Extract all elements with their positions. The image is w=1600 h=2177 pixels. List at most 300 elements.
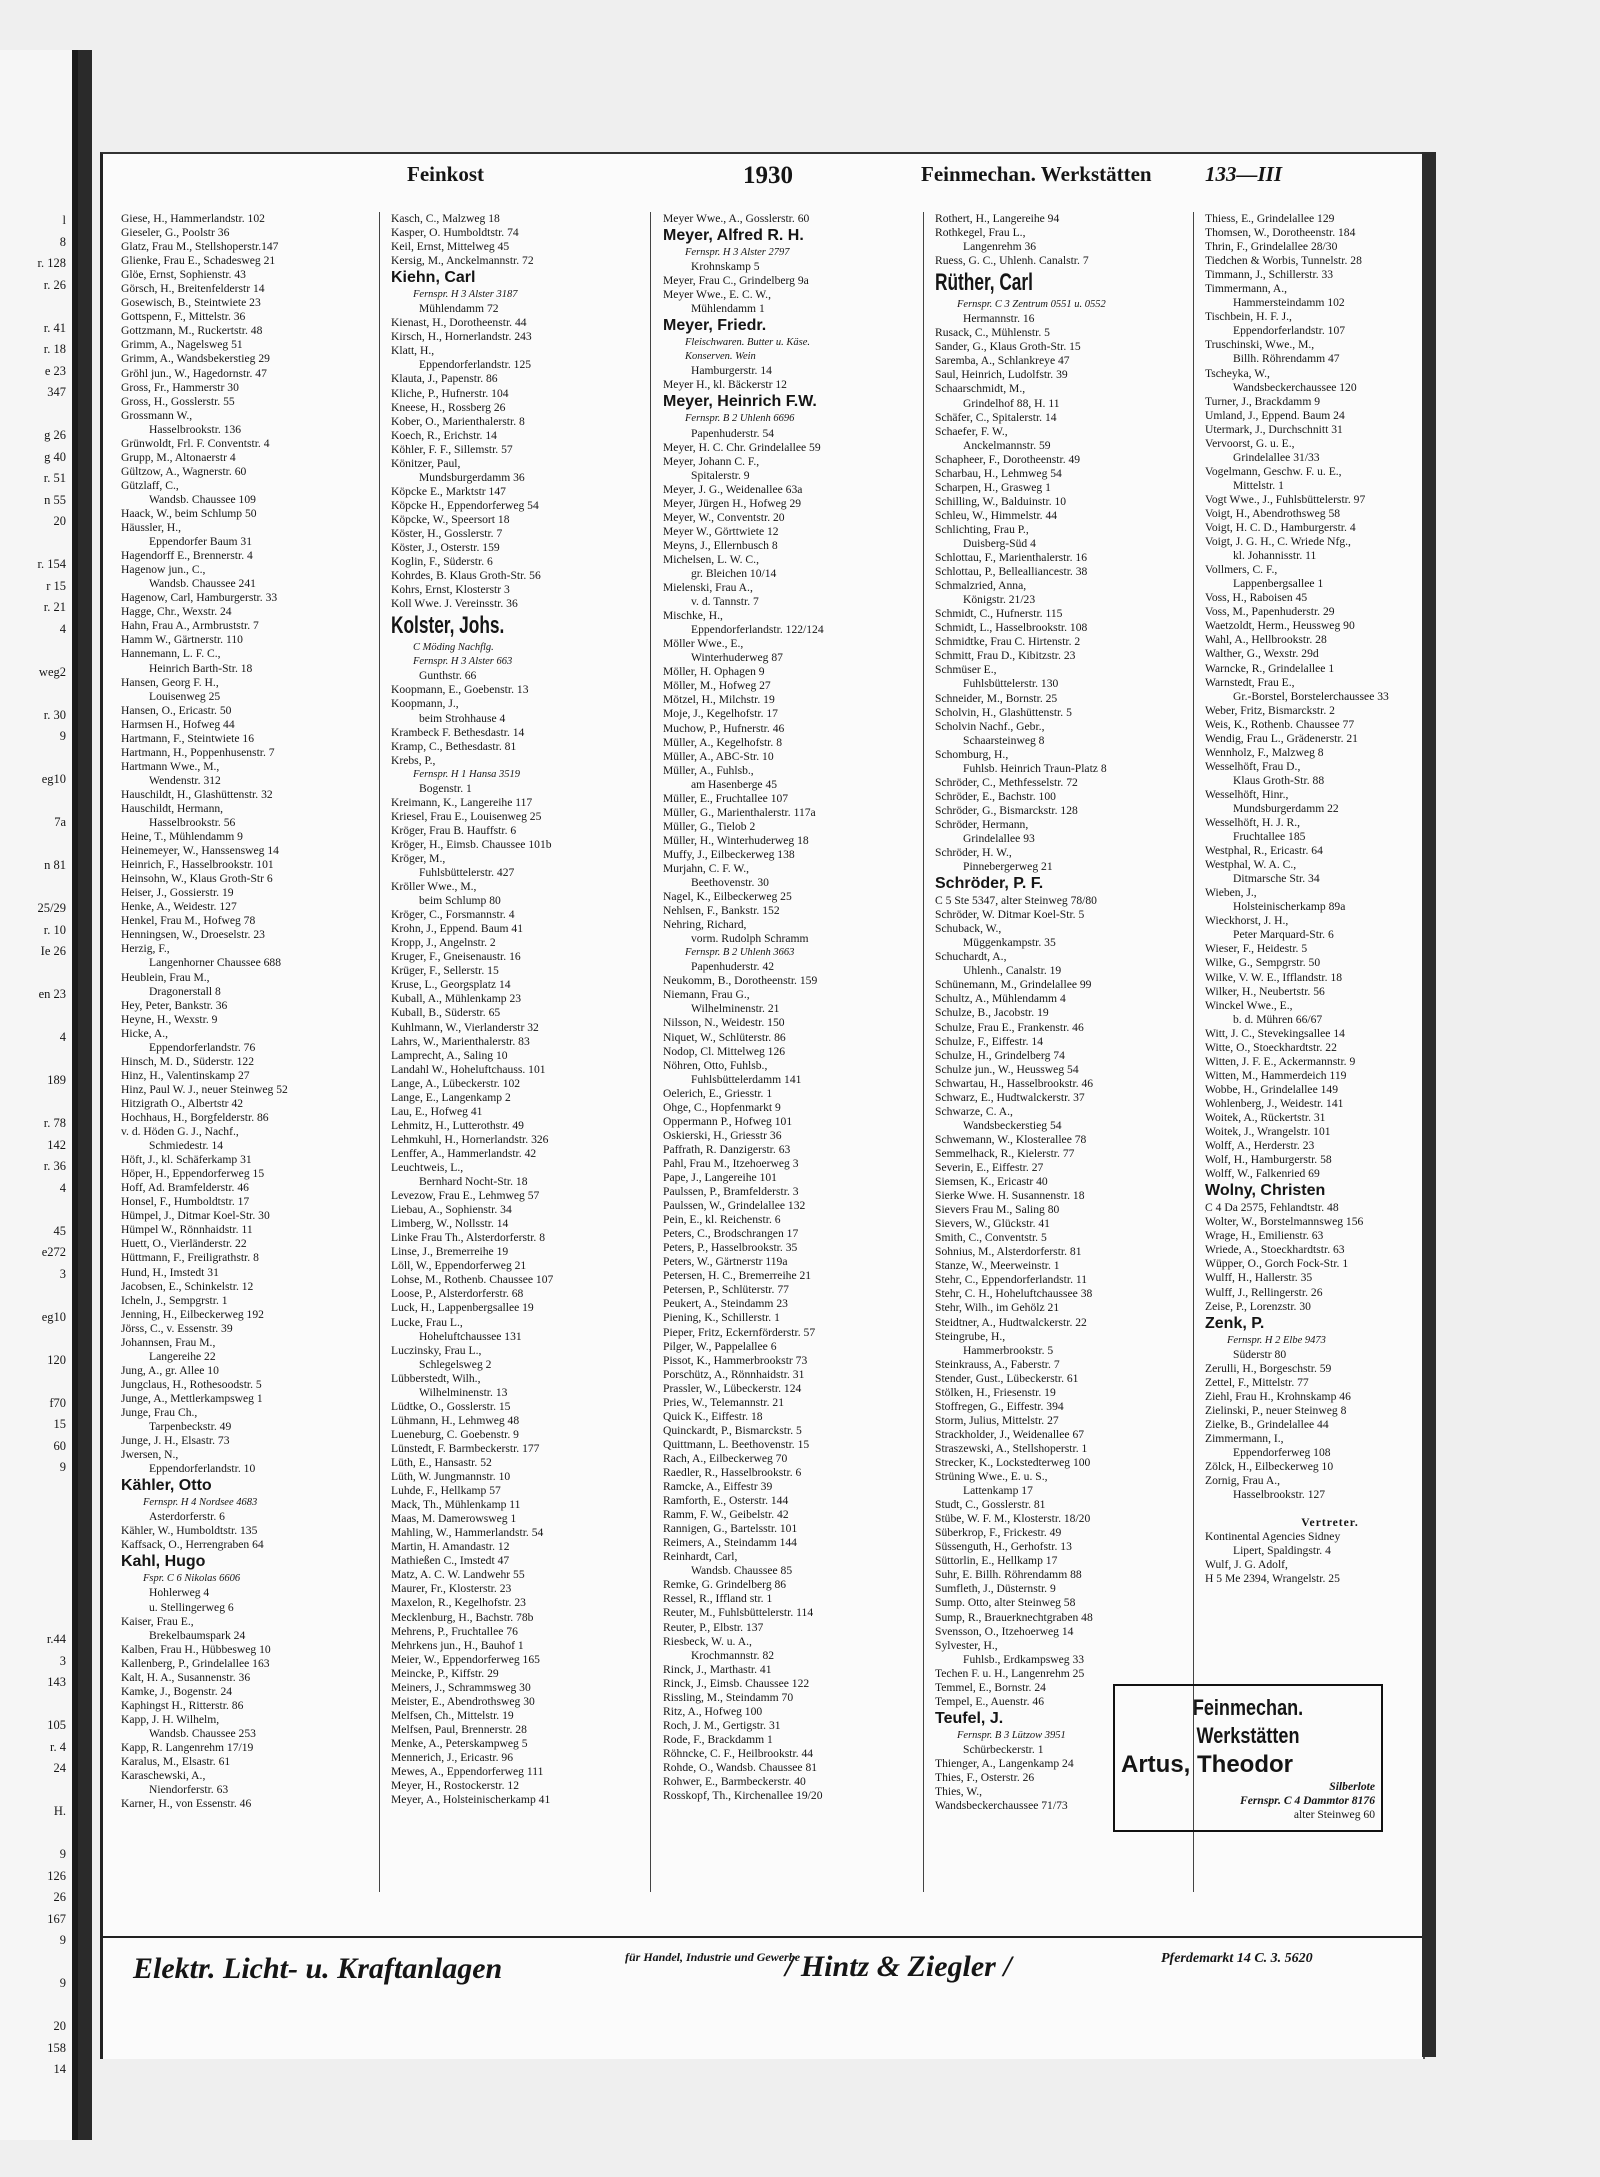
listing-entry: Ditmarsche Str. 34 (1233, 872, 1320, 886)
listing-entry: Hasselbrookstr. 56 (149, 816, 236, 830)
listing-entry: Zerulli, H., Borgeschstr. 59 (1205, 1361, 1332, 1375)
listing-entry: Görsch, H., Breitenfelderstr 14 (121, 282, 265, 296)
listing-entry: Mielenski, Frau A., (663, 581, 753, 595)
listing-entry: Fruchtallee 185 (1233, 830, 1306, 844)
listing-entry: Lattenkamp 17 (963, 1484, 1033, 1498)
listing-entry: Wieser, F., Heidestr. 5 (1205, 942, 1308, 956)
listing-entry: Voigt, H. C. D., Hamburgerstr. 4 (1205, 521, 1356, 535)
listing-entry: Gottzmann, M., Ruckertstr. 48 (121, 324, 263, 338)
listing-entry: Semmelhack, R., Kielerstr. 77 (935, 1146, 1075, 1160)
listing-entry: Sump. Otto, alter Steinweg 58 (935, 1596, 1076, 1610)
previous-page-text: l 8 r. 128 r. 26 r. 41 r. 18 e 23 347 g 26 g 40 r. 51 n 55 20 r. 154 r 15 r. 21 4 weg2 r. 30 9 eg10 7a n 81 25/29 r. 10 Ie 26 en 23 4 189 r. 78 142 r. 36 4 45 e272 3 eg10 120 f70 15 60 9 r.44 3 143 105 r. 4 24 H. 9 126 26 167 9 9 20 158 14 (37, 213, 66, 2076)
listing-entry: Meyer H., kl. Bäckerstr 12 (663, 378, 787, 392)
listing-entry: Schneider, M., Bornstr. 25 (935, 691, 1058, 705)
listing-entry: Mewes, A., Eppendorferweg 111 (391, 1765, 544, 1779)
listing-entry: Stoffregen, G., Eiffestr. 394 (935, 1399, 1064, 1413)
listing-entry: Gross, Fr., Hammerstr 30 (121, 380, 239, 394)
listing-entry: Hitzigrath O., Albertstr 42 (121, 1096, 244, 1110)
listing-entry: Fuhlsb. Heinrich Traun-Platz 8 (963, 761, 1107, 775)
listing-entry: Heine, T., Mühlendamm 9 (121, 830, 243, 844)
listing-entry: Witte, O., Stoeckhardtstr. 22 (1205, 1040, 1337, 1054)
listing-entry: Kasper, O. Humboldtstr. 74 (391, 226, 519, 240)
listing-entry: Hauschildt, H., Glashüttenstr. 32 (121, 787, 273, 801)
listing-entry: Meier, W., Eppendorferweg 165 (391, 1652, 540, 1666)
listing-entry: Kienast, H., Dorotheenstr. 44 (391, 316, 527, 330)
listing-entry: Ramforth, E., Osterstr. 144 (663, 1494, 789, 1508)
listing-entry: Reuter, M., Fuhlsbüttelerstr. 114 (663, 1606, 814, 1620)
listing-entry: Hohlerweg 4 (149, 1586, 210, 1600)
listing-entry: Süssenguth, H., Gerhofstr. 13 (935, 1540, 1072, 1554)
listing-entry: Sumfleth, J., Düsternstr. 9 (935, 1582, 1056, 1596)
listing-entry: Grupp, M., Altonaerstr 4 (121, 450, 236, 464)
listing-entry: Hoff, Ad. Bramfelderstr. 46 (121, 1181, 249, 1195)
listing-entry: Schwartau, H., Hasselbrookstr. 46 (935, 1076, 1094, 1090)
listing-entry: Pinnebergerweg 21 (963, 860, 1053, 874)
listing-entry: Kreimann, K., Langereihe 117 (391, 795, 533, 809)
listing-entry: Kriesel, Frau E., Louisenweg 25 (391, 809, 542, 823)
listing-entry: Mundsburgerdamm 36 (419, 470, 525, 484)
advert-phone: Fernspr. C 4 Dammtor 8176 (1240, 1794, 1375, 1807)
listing-entry: Peters, W., Gärtnerstr 119a (663, 1255, 788, 1269)
listing-entry: Schuchardt, A., (935, 950, 1007, 964)
listing-entry: Heiser, J., Gossierstr. 19 (121, 886, 234, 900)
listing-entry: Zimmermann, I., (1205, 1431, 1284, 1445)
listing-firm-name: Meyer, Alfred R. H. (663, 227, 804, 245)
listing-entry: Hümpel W., Rönnhaidstr. 11 (121, 1223, 253, 1237)
listing-entry: Melfsen, Paul, Brennerstr. 28 (391, 1722, 527, 1736)
listing-entry: Brekelbaumspark 24 (149, 1628, 246, 1642)
listing-entry: kl. Johannisstr. 11 (1233, 549, 1317, 563)
listing-entry: Hauschildt, Hermann, (121, 801, 224, 815)
listing-phone: Fernspr. B 3 Lützow 3951 (957, 1729, 1066, 1741)
listing-entry: Lehmkuhl, H., Hornerlandstr. 326 (391, 1132, 549, 1146)
listing-entry: Wrage, H., Emilienstr. 63 (1205, 1229, 1324, 1243)
listing-entry: Timmann, J., Schillerstr. 33 (1205, 268, 1334, 282)
listing-entry: Glienke, Frau E., Schadesweg 21 (121, 254, 276, 268)
listing-entry: Nilsson, N., Weidestr. 150 (663, 1016, 785, 1030)
listing-entry: Ramcke, A., Eiffestr 39 (663, 1480, 773, 1494)
listing-entry: Vogt Wwe., J., Fuhlsbüttelerstr. 97 (1205, 492, 1366, 506)
listing-entry: Ruess, G. C., Uhlenh. Canalstr. 7 (935, 254, 1089, 268)
listing-entry: Porschütz, A., Rönnhaidstr. 31 (663, 1367, 805, 1381)
listing-entry: Gröhl jun., W., Hagedornstr. 47 (121, 366, 267, 380)
listing-entry: Hicke, A., (121, 1026, 169, 1040)
listing-entry: Gützlaff, C., (121, 478, 179, 492)
listing-entry: Kneese, H., Rossberg 26 (391, 400, 506, 414)
listing-entry: Wolf, H., Hamburgerstr. 58 (1205, 1153, 1332, 1167)
listing-entry: Reinhardt, Carl, (663, 1550, 738, 1564)
listing-entry: Sump, R., Brauerknechtgraben 48 (935, 1610, 1093, 1624)
listing-firm-name: Wolny, Christen (1205, 1182, 1326, 1200)
book-gutter (78, 50, 92, 2140)
listing-entry: Quinckardt, P., Bismarckstr. 5 (663, 1423, 802, 1437)
listing-entry: Wilhelminenstr. 13 (419, 1385, 508, 1399)
listing-entry: Lehmitz, H., Lutterothstr. 49 (391, 1118, 524, 1132)
listing-entry: Heinrich Barth-Str. 18 (149, 661, 253, 675)
listing-phone: Fernspr. C 3 Zentrum 0551 u. 0552 (957, 299, 1106, 311)
listing-entry: Bogenstr. 1 (419, 781, 472, 795)
listing-entry: Woitek, J., Wrangelstr. 101 (1205, 1125, 1331, 1139)
listing-entry: Kröger, C., Forsmannstr. 4 (391, 908, 515, 922)
listing-entry: Hartmann Wwe., M., (121, 759, 220, 773)
listing-entry (1205, 1502, 1455, 1516)
listing-entry: Petersen, P., Schlüterstr. 77 (663, 1283, 789, 1297)
listing-entry: Sievers, W., Glückstr. 41 (935, 1217, 1050, 1231)
listing-entry: Billh. Röhrendamm 47 (1233, 352, 1340, 366)
listing-entry: Oppermann P., Hofweg 101 (663, 1114, 793, 1128)
listing-entry: Herzig, F., (121, 942, 170, 956)
listing-entry: Rinck, J., Eimsb. Chaussee 122 (663, 1676, 810, 1690)
directory-column-4 (935, 212, 1185, 1813)
listing-entry: Wesselhöft, Frau D., (1205, 759, 1301, 773)
listing-entry: Junge, Frau Ch., (121, 1405, 198, 1419)
listing-entry: Steingrube, H., (935, 1329, 1006, 1343)
listing-entry: vorm. Rudolph Schramm (691, 932, 809, 946)
listing-entry: Koll Wwe. J. Vereinsstr. 36 (391, 597, 518, 611)
listing-phone: C Möding Nachflg. (413, 642, 494, 654)
listing-entry: Hartmann, F., Steintwiete 16 (121, 731, 255, 745)
listing-entry: Truschinski, Wwe., M., (1205, 338, 1315, 352)
listing-entry: Mack, Th., Mühlenkamp 11 (391, 1498, 521, 1512)
listing-entry: Jung, A., gr. Allee 10 (121, 1363, 219, 1377)
listing-entry: Schwemann, W., Klosterallee 78 (935, 1132, 1087, 1146)
listing-entry: Kasch, C., Malzweg 18 (391, 212, 500, 225)
advert-title-1: Feinmechan. (1192, 1695, 1304, 1720)
listing-entry: Asterdorferstr. 6 (149, 1510, 225, 1524)
listing-entry: Kapp, R. Langenrehm 17/19 (121, 1740, 254, 1754)
listing-entry: Severin, E., Eiffestr. 27 (935, 1161, 1044, 1174)
listing-entry: Mehrkens jun., H., Bauhof 1 (391, 1638, 524, 1652)
listing-entry: Walther, G., Wexstr. 29d (1205, 647, 1319, 661)
listing-entry: Ritz, A., Hofweg 100 (663, 1704, 763, 1718)
listing-entry: Thies, W., (935, 1785, 983, 1799)
listing-entry: Meyer, A., Holsteinischerkamp 41 (391, 1793, 551, 1807)
listing-entry: Häussler, H., (121, 521, 182, 535)
listing-entry: Schäfer, C., Spitalerstr. 14 (935, 410, 1057, 424)
listing-entry: Schuback, W., (935, 922, 1002, 936)
listing-entry: Luck, H., Lappenbergsallee 19 (391, 1301, 534, 1315)
listing-entry: Eppendorfer Baum 31 (149, 535, 253, 549)
listing-entry: Papenhuderstr. 54 (691, 426, 775, 440)
listing-entry: Schultz, A., Mühlendamm 4 (935, 992, 1066, 1006)
listing-entry: Schulze, F., Eiffestr. 14 (935, 1034, 1044, 1048)
listing-firm-name: Meyer, Friedr. (663, 317, 767, 335)
column-rule (650, 212, 651, 1892)
listing-entry: Martin, H. Amandastr. 12 (391, 1540, 510, 1554)
listing-entry: Hamburgerstr. 14 (691, 364, 772, 378)
listing-entry: Liebau, A., Sophienstr. 34 (391, 1203, 512, 1217)
listing-firm-name: Rüther, Carl (935, 269, 1033, 297)
listing-entry: Meyer Wwe., E. C. W., (663, 288, 771, 302)
listing-entry: Köster, J., Osterstr. 159 (391, 541, 500, 555)
listing-entry: Schlottau, F., Marienthalerstr. 16 (935, 551, 1088, 565)
listing-entry: Lenffer, A., Hammerlandstr. 42 (391, 1146, 537, 1160)
listing-entry: Müller, H., Winterhuderweg 18 (663, 833, 809, 847)
listing-entry: b. d. Mühren 66/67 (1233, 1012, 1323, 1026)
listing-entry: Meiners, J., Schrammsweg 30 (391, 1680, 531, 1694)
header-year: 1930 (743, 162, 793, 189)
listing-entry: Schmidt, L., Hasselbrookstr. 108 (935, 621, 1088, 635)
listing-entry: Lipert, Spaldingstr. 4 (1233, 1544, 1331, 1558)
advert-name: Artus, Theodor (1121, 1751, 1293, 1778)
listing-entry: beim Schlump 80 (419, 894, 501, 908)
listing-entry: Eppendorferweg 108 (1233, 1445, 1331, 1459)
listing-entry: Voigt, H., Abendrothsweg 58 (1205, 506, 1341, 520)
listing-entry: Paulssen, P., Bramfelderstr. 3 (663, 1185, 799, 1199)
listing-entry: Nöhren, Otto, Fuhlsb., (663, 1058, 768, 1072)
listing-entry: Uhlenh., Canalstr. 19 (963, 964, 1062, 978)
listing-entry: u. Stellingerweg 6 (149, 1600, 234, 1614)
listing-entry: Jörss, C., v. Essenstr. 39 (121, 1321, 233, 1335)
listing-entry: Schilling, W., Balduinstr. 10 (935, 494, 1067, 508)
listing-entry: Wieben, J., (1205, 886, 1257, 900)
listing-entry: Wandsbeckerchaussee 71/73 (935, 1799, 1068, 1813)
listing-firm-name: Kähler, Otto (121, 1477, 212, 1495)
listing-entry: Spitalerstr. 9 (691, 468, 750, 482)
listing-entry: Müller, A., Fuhlsb., (663, 763, 754, 777)
listing-entry: Niendorferstr. 63 (149, 1783, 229, 1797)
listing-entry: Wolff, A., Herderstr. 23 (1205, 1139, 1315, 1153)
listing-entry: Heublein, Frau M., (121, 970, 210, 984)
listing-entry: Koopmann, J., (391, 697, 459, 711)
column-rule (923, 212, 924, 1892)
listing-entry: Schulze, B., Jacobstr. 19 (935, 1006, 1049, 1020)
listing-entry: Meyer, Frau C., Grindelberg 9a (663, 274, 809, 288)
listing-entry: Paffrath, R. Danzigerstr. 63 (663, 1142, 791, 1156)
listing-entry: Kohrs, Ernst, Klosterstr 3 (391, 583, 510, 597)
listing-entry: Henkel, Frau M., Hofweg 78 (121, 914, 256, 928)
listing-entry: Schünemann, M., Grindelallee 99 (935, 978, 1092, 992)
listing-entry: Mecklenburg, H., Bachstr. 78b (391, 1610, 534, 1624)
listing-firm-name: Teufel, J. (935, 1709, 1004, 1727)
listing-entry: Grindelallee 31/33 (1233, 450, 1320, 464)
listing-entry: Tscheyka, W., (1205, 366, 1270, 380)
listing-entry: Eppendorferlandstr. 107 (1233, 324, 1346, 338)
listing-entry: Koech, R., Erichstr. 14 (391, 428, 497, 442)
listing-phone: Konserven. Wein (685, 351, 756, 363)
previous-page-edge (0, 50, 78, 2140)
listing-entry: Stender, Gust., Lübeckerstr. 61 (935, 1371, 1079, 1385)
listing-entry: Schomburg, H., (935, 747, 1009, 761)
listing-entry: Pries, W., Telemannstr. 21 (663, 1395, 785, 1409)
listing-entry: Huett, O., Vierländerstr. 22 (121, 1237, 247, 1251)
listing-entry: Maxelon, R., Kegelhofstr. 23 (391, 1596, 526, 1610)
listing-entry: Henningsen, W., Droeselstr. 23 (121, 928, 265, 942)
listing-entry: C 4 Da 2575, Fehlandtstr. 48 (1205, 1201, 1339, 1215)
listing-entry: Gosewisch, B., Steintwiete 23 (121, 296, 261, 310)
advert-box (1113, 1684, 1383, 1864)
listing-entry: Rode, F., Brackdamm 1 (663, 1732, 773, 1746)
listing-entry: Muchow, P., Hufnerstr. 46 (663, 721, 785, 735)
listing-entry: Linke Frau Th., Alsterdorferstr. 8 (391, 1231, 546, 1245)
listing-entry: Pape, J., Langereihe 101 (663, 1171, 777, 1184)
listing-entry: Kröger, M., (391, 851, 446, 865)
listing-entry: Pissot, K., Hammerbrookstr 73 (663, 1353, 808, 1367)
listing-entry: Hamm W., Gärtnerstr. 110 (121, 633, 243, 647)
listing-entry: Sierke Wwe. H. Susannenstr. 18 (935, 1189, 1085, 1203)
listing-entry: Westphal, R., Ericastr. 64 (1205, 844, 1323, 858)
listing-entry: Jenning, H., Eilbeckerweg 192 (121, 1307, 264, 1321)
listing-entry: Zielke, B., Grindelallee 44 (1205, 1417, 1329, 1431)
listing-entry: Fuhlsbüttelerdamm 141 (691, 1072, 802, 1086)
listing-entry: Beethovenstr. 30 (691, 876, 769, 890)
listing-entry: Petersen, H. C., Bremerreihe 21 (663, 1269, 812, 1283)
listing-entry: Lüth, W. Jungmannstr. 10 (391, 1470, 511, 1484)
listing-entry: Jacobsen, E., Schinkelstr. 12 (121, 1279, 254, 1293)
listing-entry: Maurer, Fr., Klosterstr. 23 (391, 1582, 512, 1596)
listing-entry: Schlichting, Frau P., (935, 522, 1029, 536)
listing-entry: Sylvester, H., (935, 1638, 998, 1652)
listing-entry: Wulf, J. G. Adolf, (1205, 1558, 1288, 1572)
listing-entry: Thienger, A., Langenkamp 24 (935, 1756, 1074, 1770)
listing-entry: Müller, A., Kegelhofstr. 8 (663, 735, 782, 749)
listing-entry: Fuhlsbüttelerstr. 130 (963, 677, 1059, 691)
listing-entry: Köpcke, W., Speersort 18 (391, 512, 510, 526)
listing-phone: Fernspr. H 3 Alster 663 (413, 656, 513, 668)
listing-entry: Henke, A., Weidestr. 127 (121, 900, 237, 914)
listing-entry: Voss, M., Papenhuderstr. 29 (1205, 605, 1335, 619)
listing-entry: Lohse, M., Rothenb. Chaussee 107 (391, 1273, 554, 1287)
listing-entry: Schwarze, C. A., (935, 1104, 1013, 1118)
listing-entry: Junge, J. H., Elsastr. 73 (121, 1434, 230, 1448)
listing-entry: Mennerich, J., Ericastr. 96 (391, 1750, 514, 1764)
listing-entry: Steinkrauss, A., Faberstr. 7 (935, 1357, 1060, 1371)
listing-entry: Wulff, J., Rellingerstr. 26 (1205, 1285, 1323, 1299)
listing-entry: Rohde, O., Wandsb. Chaussee 81 (663, 1760, 818, 1774)
listing-entry: Lüth, E., Hansastr. 52 (391, 1455, 492, 1469)
listing-entry: Schwarz, E., Hudtwalckerstr. 37 (935, 1090, 1085, 1104)
listing-phone: Fernspr. H 2 Elbe 9473 (1227, 1334, 1326, 1346)
listing-entry: Schmüser E., (935, 663, 997, 677)
listing-entry: Scharpen, H., Grasweg 1 (935, 480, 1051, 494)
section-heading: Vertreter. (1301, 1516, 1359, 1530)
listing-entry: Heinemeyer, W., Hanssensweg 14 (121, 844, 279, 858)
listing-entry: Strecker, K., Lockstedterweg 100 (935, 1455, 1091, 1469)
listing-entry: Voigt, J. G. H., C. Wriede Nfg., (1205, 535, 1351, 549)
listing-entry: Thomsen, W., Dorotheenstr. 184 (1205, 226, 1356, 240)
listing-entry: Dragonerstall 8 (149, 984, 221, 998)
listing-entry: Landahl W., Hoheluftchauss. 101 (391, 1062, 546, 1076)
listing-entry: Höft, J., kl. Schäferkamp 31 (121, 1153, 252, 1167)
listing-entry: Lueneburg, C. Goebenstr. 9 (391, 1427, 519, 1441)
listing-entry: Mahling, W., Hammerlandstr. 54 (391, 1526, 544, 1540)
listing-entry: beim Strohhause 4 (419, 711, 506, 725)
listing-entry: Lamprecht, A., Saling 10 (391, 1048, 508, 1062)
listing-entry: Schapheer, F., Dorotheenstr. 49 (935, 452, 1081, 466)
listing-entry: Möller, M., Hofweg 27 (663, 679, 771, 693)
footer-subtitle: für Handel, Industrie und Gewerbe (625, 1950, 801, 1964)
listing-entry: Kuhlmann, W., Vierlanderstr 32 (391, 1020, 539, 1034)
listing-entry: Reuter, P., Elbstr. 137 (663, 1620, 764, 1634)
listing-entry: Voss, H., Raboisen 45 (1205, 591, 1308, 605)
listing-entry: Kober, O., Marienthalerstr. 8 (391, 414, 525, 428)
listing-entry: Pein, E., kl. Reichenstr. 6 (663, 1213, 781, 1227)
listing-firm-name: Schröder, P. F. (935, 875, 1044, 893)
listing-entry: Papenhuderstr. 42 (691, 960, 775, 974)
listing-entry: Müller, G., Tielob 2 (663, 819, 756, 833)
listing-entry: Saul, Heinrich, Ludolfstr. 39 (935, 368, 1068, 382)
listing-entry: Röhncke, C. F., Heilbrookstr. 44 (663, 1746, 814, 1760)
listing-entry: Tischbein, H. F. J., (1205, 310, 1292, 324)
listing-entry: Junge, A., Mettlerkampsweg 1 (121, 1391, 263, 1405)
footer-address: Pferdemarkt 14 C. 3. 5620 (1161, 1951, 1313, 1966)
listing-entry: Eppendorferlandstr. 76 (149, 1040, 256, 1054)
listing-entry: Hansen, O., Ericastr. 50 (121, 703, 232, 717)
listing-entry: Kruger, F., Gneisenaustr. 16 (391, 950, 521, 964)
listing-entry: Sievers Frau M., Saling 80 (935, 1203, 1060, 1217)
listing-entry: Königstr. 21/23 (963, 593, 1036, 607)
listing-entry: Klaus Groth-Str. 88 (1233, 773, 1325, 787)
listing-entry: Wennholz, F., Malzweg 8 (1205, 745, 1324, 759)
listing-entry: Lange, A., Lübeckerstr. 102 (391, 1076, 521, 1090)
listing-entry: Kröger, Frau B. Hauffstr. 6 (391, 823, 517, 837)
listing-entry: Mundsburgerdamm 22 (1233, 801, 1339, 815)
listing-entry: v. d. Höden G. J., Nachf., (121, 1125, 239, 1139)
listing-entry: Weis, K., Rothenb. Chaussee 77 (1205, 717, 1355, 731)
advert-tagline: Silberlote (1329, 1780, 1375, 1793)
listing-entry: Winterhuderweg 87 (691, 651, 783, 665)
listing-entry: Fuhlsbüttelerstr. 427 (419, 866, 515, 880)
listing-entry: C 5 Ste 5347, alter Steinweg 78/80 (935, 894, 1097, 908)
listing-entry: Gunthstr. 66 (419, 669, 477, 683)
listing-entry: Lüdtke, O., Gosslerstr. 15 (391, 1399, 511, 1413)
listing-entry: Ressel, R., Iffland str. 1 (663, 1592, 773, 1606)
listing-entry: Hagenow, Carl, Hamburgerstr. 33 (121, 591, 278, 605)
listing-entry: Wesselhöft, Hinr., (1205, 787, 1289, 801)
listing-entry: Siemsen, K., Ericastr 40 (935, 1175, 1048, 1189)
advert-title-2: Werkstätten (1196, 1723, 1300, 1748)
listing-entry: Koglin, F., Süderstr. 6 (391, 555, 493, 569)
listing-entry: Rothkegel, Frau L., (935, 226, 1026, 240)
listing-entry: Schulze, Frau E., Frankenstr. 46 (935, 1020, 1084, 1034)
listing-entry: Grossmann W., (121, 408, 193, 422)
listing-entry: Schlottau, P., Bellealliancestr. 38 (935, 565, 1088, 579)
listing-entry: Meyer, Johann C. F., (663, 454, 760, 468)
listing-entry: Rannigen, G., Bartelsstr. 101 (663, 1522, 798, 1536)
listing-entry: Glöe, Ernst, Sophienstr. 43 (121, 268, 246, 282)
listing-entry: Hochhaus, H., Borgfelderstr. 86 (121, 1111, 269, 1124)
listing-entry: Schulze jun., W., Heussweg 54 (935, 1062, 1079, 1076)
listing-entry: Pahl, Frau M., Itzehoerweg 3 (663, 1156, 799, 1170)
listing-phone: Fernspr. H 3 Alster 3187 (413, 289, 518, 301)
directory-column-2 (391, 212, 641, 1807)
advert-address: alter Steinweg 60 (1293, 1808, 1375, 1821)
listing-entry: Weber, Fritz, Bismarckstr. 2 (1205, 703, 1335, 717)
listing-entry: Linse, J., Bremerreihe 19 (391, 1245, 509, 1259)
listing-entry: Hund, H., Imstedt 31 (121, 1265, 219, 1279)
listing-entry: Jungclaus, H., Rothesoodstr. 5 (121, 1377, 262, 1391)
listing-entry: Rinck, J., Marthastr. 41 (663, 1662, 772, 1676)
listing-entry: Nehlsen, F., Bankstr. 152 (663, 904, 780, 918)
listing-entry: Schröder, W. Ditmar Koel-Str. 5 (935, 908, 1085, 922)
listing-entry: Schaarsteinweg 8 (963, 733, 1045, 747)
listing-entry: Wendig, Frau L., Grädenerstr. 21 (1205, 731, 1358, 745)
listing-entry: Ziehl, Frau H., Krohnskamp 46 (1205, 1389, 1351, 1403)
listing-entry: Hinz, Paul W. J., neuer Steinweg 52 (121, 1082, 288, 1096)
listing-entry: Wahl, A., Hellbrookstr. 28 (1205, 633, 1327, 647)
listing-entry: Mehrens, P., Fruchtallee 76 (391, 1624, 518, 1638)
listing-entry: Schmiedestr. 14 (149, 1139, 224, 1153)
listing-entry: Reimers, A., Steindamm 144 (663, 1536, 797, 1550)
listing-entry: Hagenow jun., C., (121, 563, 206, 577)
listing-entry: Schmidtke, Frau C. Hirtenstr. 2 (935, 635, 1081, 649)
listing-entry: Stübe, W. F. M., Klosterstr. 18/20 (935, 1512, 1091, 1526)
listing-entry: Hammerbrookstr. 5 (963, 1343, 1054, 1357)
listing-entry: Nagel, K., Eilbeckerweg 25 (663, 890, 792, 904)
listing-entry: Vogelmann, Geschw. F. u. E., (1205, 464, 1342, 478)
listing-phone: Fernspr. B 2 Uhlenh 6696 (685, 413, 795, 425)
listing-entry: Hasselbrookstr. 136 (149, 422, 242, 436)
